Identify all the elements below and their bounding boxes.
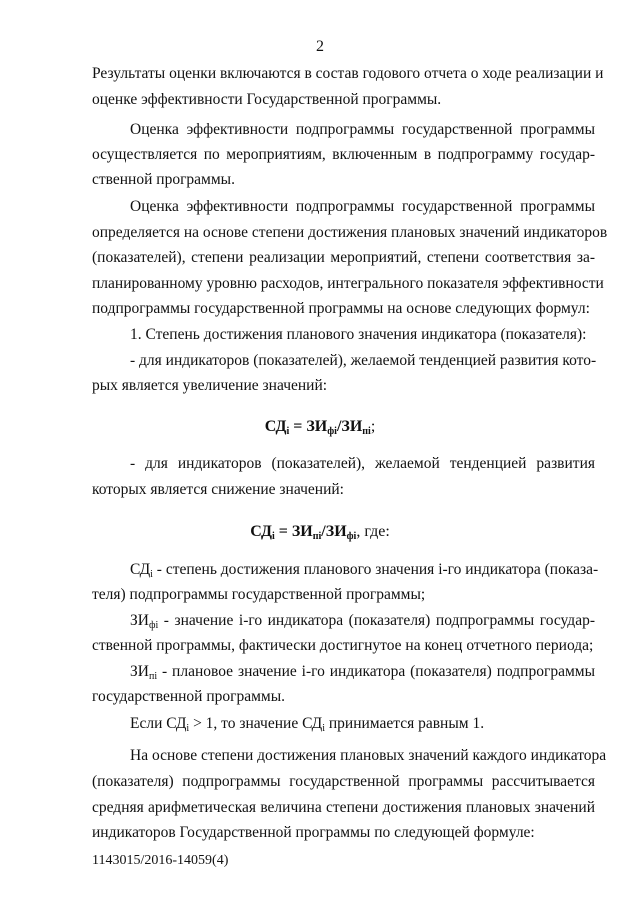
definition-zi-fact <box>130 611 595 636</box>
text-line: ственной программы. <box>92 171 235 188</box>
text-line: которых является снижение значений: <box>92 481 344 498</box>
text-line: государственной программы. <box>92 688 286 705</box>
definition-zi-plan <box>130 662 595 687</box>
text-line: (показателей), степени реализации мероприятий, степени соответствия за- <box>92 249 595 266</box>
sd-subscript: i <box>186 723 190 734</box>
zi-symbol: ЗИ <box>291 523 313 540</box>
zi-symbol: ЗИ <box>130 663 149 680</box>
text-line: (показателя) подпрограммы государственной программы рассчитывается <box>92 773 595 790</box>
text-line: ственной программы, фактически достигнутое на конец отчетного периода; <box>92 637 594 654</box>
page-number: 2 <box>316 38 324 55</box>
condition-text: Если <box>130 715 167 732</box>
sd-subscript: i <box>322 723 325 734</box>
text-line: - для индикаторов (показателей), желаемой тенденцией развития кото- <box>130 352 597 369</box>
equals-sign: = <box>274 523 292 540</box>
text-line: оценке эффективности Государственной программы. <box>92 91 442 108</box>
formula-end: , где: <box>356 523 390 540</box>
text-line: Результаты оценки включаются в состав годового отчета о ходе реализации и <box>92 65 604 82</box>
zi-symbol: ЗИ <box>306 418 328 435</box>
division-slash: / <box>336 418 342 435</box>
text-line: теля) подпрограммы государственной программы; <box>92 586 426 603</box>
sd-symbol: СД <box>166 715 187 732</box>
fact-subscript: фi <box>148 620 159 631</box>
zi-symbol: ЗИ <box>341 418 363 435</box>
definition-sd <box>130 560 599 585</box>
fact-subscript: фi <box>327 426 337 437</box>
text-line: Оценка эффективности подпрограммы государственной программы <box>130 198 595 215</box>
formula-decrease <box>0 523 640 542</box>
sd-symbol: СД <box>302 715 323 732</box>
text-line: рых является увеличение значений: <box>92 377 328 394</box>
formula-end: ; <box>370 418 376 435</box>
definition-text: - значение i-го индикатора (показателя) подпрограммы государ- <box>158 612 595 629</box>
division-slash: / <box>321 523 326 540</box>
definition-text: - степень достижения планового значения i-го индикатора (показа- <box>152 561 599 578</box>
plan-subscript: пi <box>362 426 371 437</box>
sd-symbol: СД <box>130 561 151 578</box>
plan-subscript: пi <box>312 531 322 542</box>
sd-symbol: СД <box>264 418 287 435</box>
sd-subscript: i <box>286 426 290 437</box>
sd-subscript: i <box>271 531 275 542</box>
zi-symbol: ЗИ <box>325 523 347 540</box>
equals-sign: = <box>289 418 307 435</box>
text-line: планированному уровню расходов, интегрального показателя эффективности <box>92 275 604 292</box>
condition-text: принимается равным 1. <box>325 715 485 732</box>
text-line: - для индикаторов (показателей), желаемой тенденцией развития <box>130 455 595 472</box>
fact-subscript: фi <box>346 531 357 542</box>
text-line: Оценка эффективности подпрограммы государственной программы <box>130 121 595 138</box>
definition-text: - плановое значение i-го индикатора (показателя) подпрограммы <box>157 663 595 680</box>
text-line: подпрограммы государственной программы на основе следующих формул: <box>92 300 590 317</box>
text-line: На основе степени достижения плановых значений каждого индикатора <box>130 747 607 764</box>
zi-symbol: ЗИ <box>130 612 149 629</box>
sd-subscript: i <box>150 569 153 580</box>
condition-text: > 1, то значение <box>189 715 303 732</box>
text-line: осуществляется по мероприятиям, включенным в подпрограмму государ- <box>92 146 595 163</box>
text-line: индикаторов Государственной программы по следующей формуле: <box>92 824 535 841</box>
text-line: средняя арифметическая величина степени достижения плановых значений <box>92 799 595 816</box>
formula-increase <box>0 418 640 437</box>
sd-symbol: СД <box>250 523 272 540</box>
text-line: 1. Степень достижения планового значения индикатора (показателя): <box>130 326 587 343</box>
document-code: 1143015/2016-14059(4) <box>92 853 229 868</box>
plan-subscript: пi <box>148 671 158 682</box>
condition-line <box>130 714 633 739</box>
text-line: определяется на основе степени достижения плановых значений индикаторов <box>92 224 608 241</box>
